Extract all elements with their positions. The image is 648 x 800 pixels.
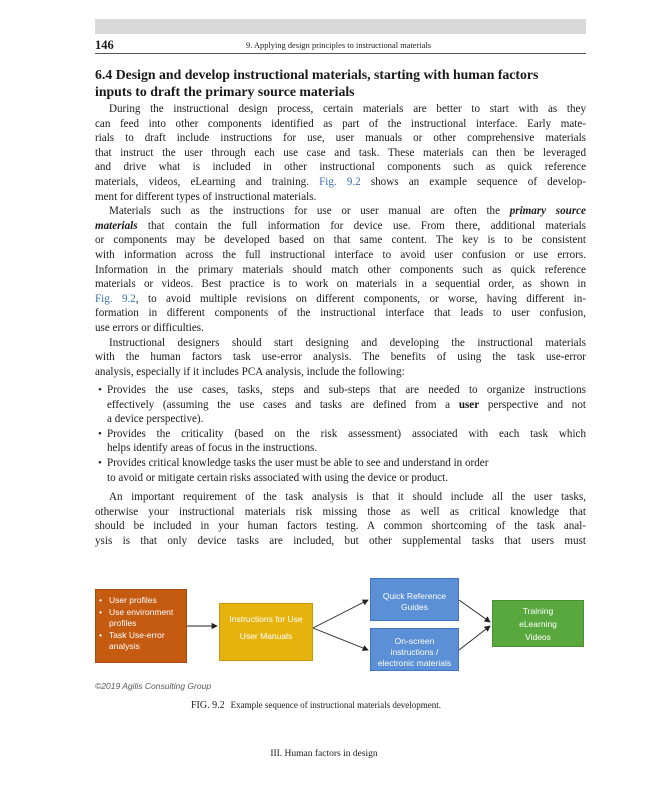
- box-text: Instructions for Use: [229, 614, 303, 624]
- text-line: otherwise your instructional materials risk missing those as well as critical knowledge that: [95, 505, 586, 518]
- box-text: Quick Reference: [382, 591, 447, 601]
- text-line: materials or videos. Best practice is to work on materials in a sequential order, as shown in: [95, 278, 586, 291]
- box-text: On-screen: [394, 636, 435, 646]
- figure-caption: [191, 700, 441, 711]
- box-text: instructions /: [390, 647, 439, 657]
- arrow-yellow-to-blue2: [313, 628, 368, 650]
- text-line: materials that contain the full information for device use. From there, additional materials: [95, 219, 586, 232]
- text-line: During the instructional design process, certain materials are better to start with as they: [109, 103, 586, 115]
- section-title-line1: 6.4 Design and develop instructional materials, starting with human factors: [95, 67, 539, 82]
- text-line: formation in different components of the instructional interface that leads to user confusion,: [95, 307, 586, 320]
- text-line: Instructional designers should start designing and developing the instructional materials: [109, 336, 586, 349]
- text-line: and drive what is included in other instructional components such as quick reference: [95, 161, 586, 174]
- running-head: 9. Applying design principles to instructional materials: [246, 41, 432, 50]
- box-text: Videos: [525, 632, 551, 642]
- text-line: with the human factors task use-error analysis. The benefits of using the task use-error: [95, 351, 586, 364]
- figure-link[interactable]: Fig. 9.2: [95, 292, 136, 305]
- figure-link[interactable]: Fig. 9.2: [319, 175, 361, 188]
- box-primary-materials: [219, 603, 313, 661]
- box-onscreen: [370, 628, 459, 671]
- text-line: analysis, especially if it includes PCA analysis, include the following:: [95, 365, 405, 378]
- box-text: Guides: [401, 602, 428, 612]
- box-text: User Manuals: [239, 631, 293, 641]
- bullet-list: [95, 383, 586, 485]
- text-line: effectively (assuming the use cases and tasks are defined from a user perspective and not: [107, 398, 586, 411]
- box-item: • Task Use-error analysis: [99, 630, 183, 652]
- bullet-item: • Provides the use cases, tasks, steps and sub-steps that are needed to organize instructions: [98, 384, 586, 396]
- text-line: materials, videos, eLearning and training. Fig. 9.2 shows an example sequence of develop-: [95, 175, 586, 188]
- caption-text: Example sequence of instructional materials development.: [230, 700, 442, 710]
- header-rule: [95, 53, 586, 54]
- box-quick-reference: [370, 578, 459, 621]
- paragraph-2: [95, 204, 586, 335]
- arrow-blue1-to-green: [459, 600, 490, 622]
- text-line: to avoid or mitigate certain risks associated with using the device or product.: [107, 471, 449, 484]
- bullet-item: • Provides the criticality (based on the risk assessment) associated with each task which: [98, 427, 586, 440]
- arrow-blue2-to-green: [459, 626, 490, 650]
- text-line: that instruct the user through each use case and task. These materials can then be leveraged: [95, 146, 586, 159]
- header-bar: [95, 19, 586, 34]
- box-item: • User profiles: [99, 595, 183, 606]
- bullet-item: • Provides critical knowledge tasks the user must be able to see and understand in order: [98, 456, 489, 469]
- text-line: should be included in your human factors testing. A common shortcoming of the task anal-: [95, 520, 586, 533]
- text-line: helps identify areas of focus in the instructions.: [107, 442, 318, 455]
- section-title-line2: inputs to draft the primary source materials: [95, 84, 355, 99]
- primary-source-emphasis: primary source: [509, 205, 586, 218]
- text-line: ysis is that only device tasks are included, but other supplemental tasks that users must: [95, 534, 586, 547]
- box-text: electronic materials: [377, 658, 452, 668]
- text-line: a device perspective).: [107, 413, 204, 426]
- text-line: use errors or difficulties.: [95, 321, 204, 334]
- text-line: Fig. 9.2, to avoid multiple revisions on different components, or worse, having different in-: [95, 292, 586, 305]
- text-line: rials to draft include instructions for use, user manuals or other comprehensive materials: [95, 132, 586, 145]
- page-footer: III. Human factors in design: [270, 749, 378, 759]
- text-line: Information in the primary materials should match other components such as quick reference: [95, 263, 586, 276]
- text-line: or components may be developed based on that same content. The key is to be consistent: [95, 234, 586, 247]
- text-line: can feed into other components identified as part of the instructional interface. Early mate-: [95, 117, 586, 130]
- page-number: 146: [95, 38, 114, 52]
- paragraph-1: [95, 102, 586, 204]
- paragraph-4: [95, 490, 586, 548]
- box-item: • Use environment profiles: [99, 607, 183, 629]
- section-title: [95, 66, 586, 100]
- caption-label: FIG. 9.2: [191, 700, 225, 711]
- figure-copyright: ©2019 Agilis Consulting Group: [95, 681, 212, 691]
- text-line: Materials such as the instructions for use or user manual are often the primary source: [109, 205, 586, 218]
- arrow-yellow-to-blue1: [313, 600, 368, 628]
- text-line: ment for different types of instructional materials.: [95, 190, 317, 203]
- box-text: eLearning: [519, 619, 557, 629]
- text-line: An important requirement of the task analysis is that it should include all the user tasks,: [109, 491, 586, 503]
- paragraph-3: [95, 336, 586, 380]
- box-training: [492, 600, 584, 647]
- text-line: with information across the full instructional interface to avoid user confusion or use errors.: [95, 248, 586, 261]
- box-inputs: [95, 589, 187, 663]
- box-text: Training: [522, 606, 554, 616]
